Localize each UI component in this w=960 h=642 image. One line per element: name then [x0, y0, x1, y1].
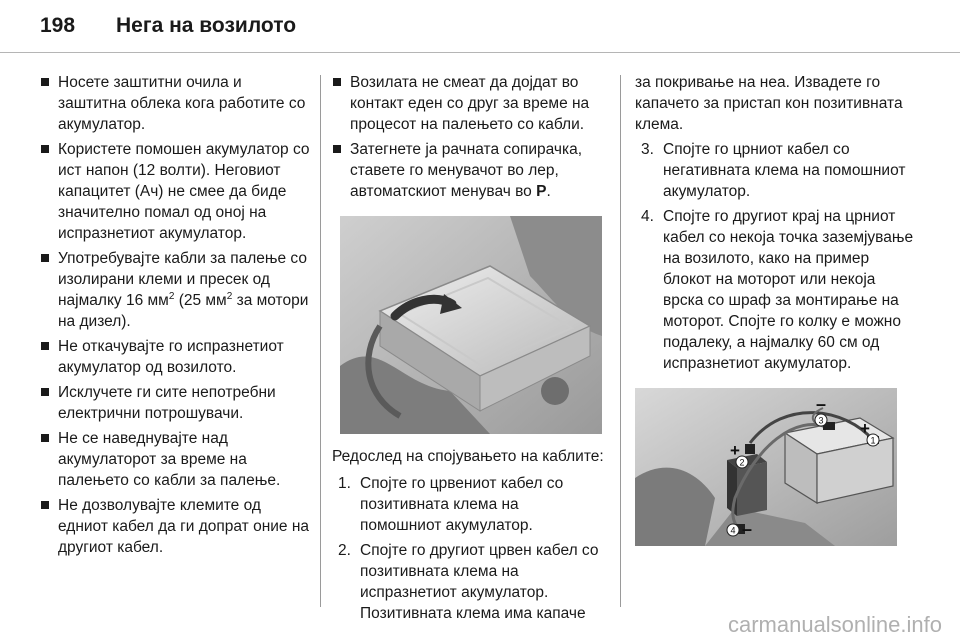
list-item: Не откачувајте го испразнетиот акумулатор од возилото. — [40, 336, 310, 378]
page-header — [0, 0, 960, 50]
list-item — [635, 139, 915, 202]
list-item-text: Затегнете ја рачната сопирачка, ставете го менувачот во лер, автоматскиот менувач во — [350, 141, 583, 200]
header-divider — [0, 52, 960, 53]
column-1 — [40, 72, 310, 562]
safety-list — [40, 72, 310, 558]
column-divider-2 — [620, 75, 621, 607]
list-item — [332, 139, 604, 202]
step-number: 4. — [641, 208, 654, 225]
marker-4 — [727, 524, 739, 536]
cable-order-intro: Редослед на спојувањето на каблите: — [332, 448, 604, 465]
list-item: Користете помошен акумулатор со ист напон (12 волти). Неговиот капацитет (Ач) не смее да биде значително помал од оној на испразнетиот акумулатор. — [40, 139, 310, 244]
step-text: Спојте го црвениот кабел со позитивната клема на помошниот акумулатор. — [360, 475, 564, 534]
watermark: carmanualsonline.info — [727, 612, 942, 637]
marker-3 — [815, 414, 827, 426]
list-item: Исклучете ги сите непотребни електрични потрошувачи. — [40, 382, 310, 424]
step-text: Спојте го другиот крај на црниот кабел со некоја точка заземјување на возилото, како на пример блокот на моторот или некоја врска со шраф за монтирање на моторот. Спојте го колку е можно подалеку, а најмалку 60 см од испразнетиот акумулатор. — [663, 208, 914, 372]
list-item — [332, 540, 604, 624]
marker-label: 4 — [730, 525, 736, 536]
list-item-text: Употребувајте кабли за палење со изолирани клеми и пресек од најмалку 16 мм — [58, 250, 307, 309]
step-number: 1. — [338, 475, 351, 492]
superscript: 2 — [168, 290, 175, 302]
cable-steps-1 — [332, 473, 604, 624]
column-divider-1 — [320, 75, 321, 607]
continuation-text: за покривање на неа. Извадете го капачето за пристап кон позитивната клема. — [635, 74, 903, 133]
list-item — [40, 248, 310, 332]
jump-start-cable-illustration — [635, 388, 897, 546]
list-item: Не се наведнувајте над акумулаторот за време на палењето со кабли за палење. — [40, 428, 310, 491]
superscript: 2 — [226, 290, 233, 302]
column-2 — [332, 72, 604, 628]
list-item: Не дозволувајте клемите од едниот кабел да ги допрат оние на другиот кабел. — [40, 495, 310, 558]
step-number: 3. — [641, 141, 654, 158]
step-number: 2. — [338, 542, 351, 559]
cable-steps-2 — [635, 139, 915, 374]
page-title: Нега на возилото — [116, 14, 297, 37]
list-item-text: . — [546, 183, 551, 200]
step-text: Спојте го другиот црвен кабел со позитивната клема на испразнетиот акумулатор. Позитивната клема има капаче — [360, 542, 599, 622]
list-item-text: за мотори на дизел). — [58, 292, 309, 330]
list-item — [332, 473, 604, 536]
engine-fuse-box-illustration — [340, 216, 602, 434]
minus-sign: – — [741, 519, 753, 539]
safety-list-continued — [332, 72, 604, 202]
plus-sign: + — [730, 441, 740, 460]
list-item — [635, 206, 915, 374]
minus-sign: – — [815, 394, 827, 414]
marker-label: 2 — [739, 457, 745, 468]
step-text: Спојте го црниот кабел со негативната клема на помошниот акумулатор. — [663, 141, 906, 200]
gear-p-label: P — [536, 183, 547, 200]
page-number: 198 — [40, 14, 76, 37]
plus-sign: + — [860, 419, 870, 438]
list-item: Носете заштитни очила и заштитна облека кога работите со акумулатор. — [40, 72, 310, 135]
marker-label: 3 — [818, 415, 824, 426]
column-3 — [635, 72, 915, 546]
marker-label: 1 — [870, 435, 876, 446]
list-item: Возилата не смеат да дојдат во контакт еден со друг за време на процесот на палењето со кабли. — [332, 72, 604, 135]
list-item-text: (25 мм — [174, 292, 227, 309]
